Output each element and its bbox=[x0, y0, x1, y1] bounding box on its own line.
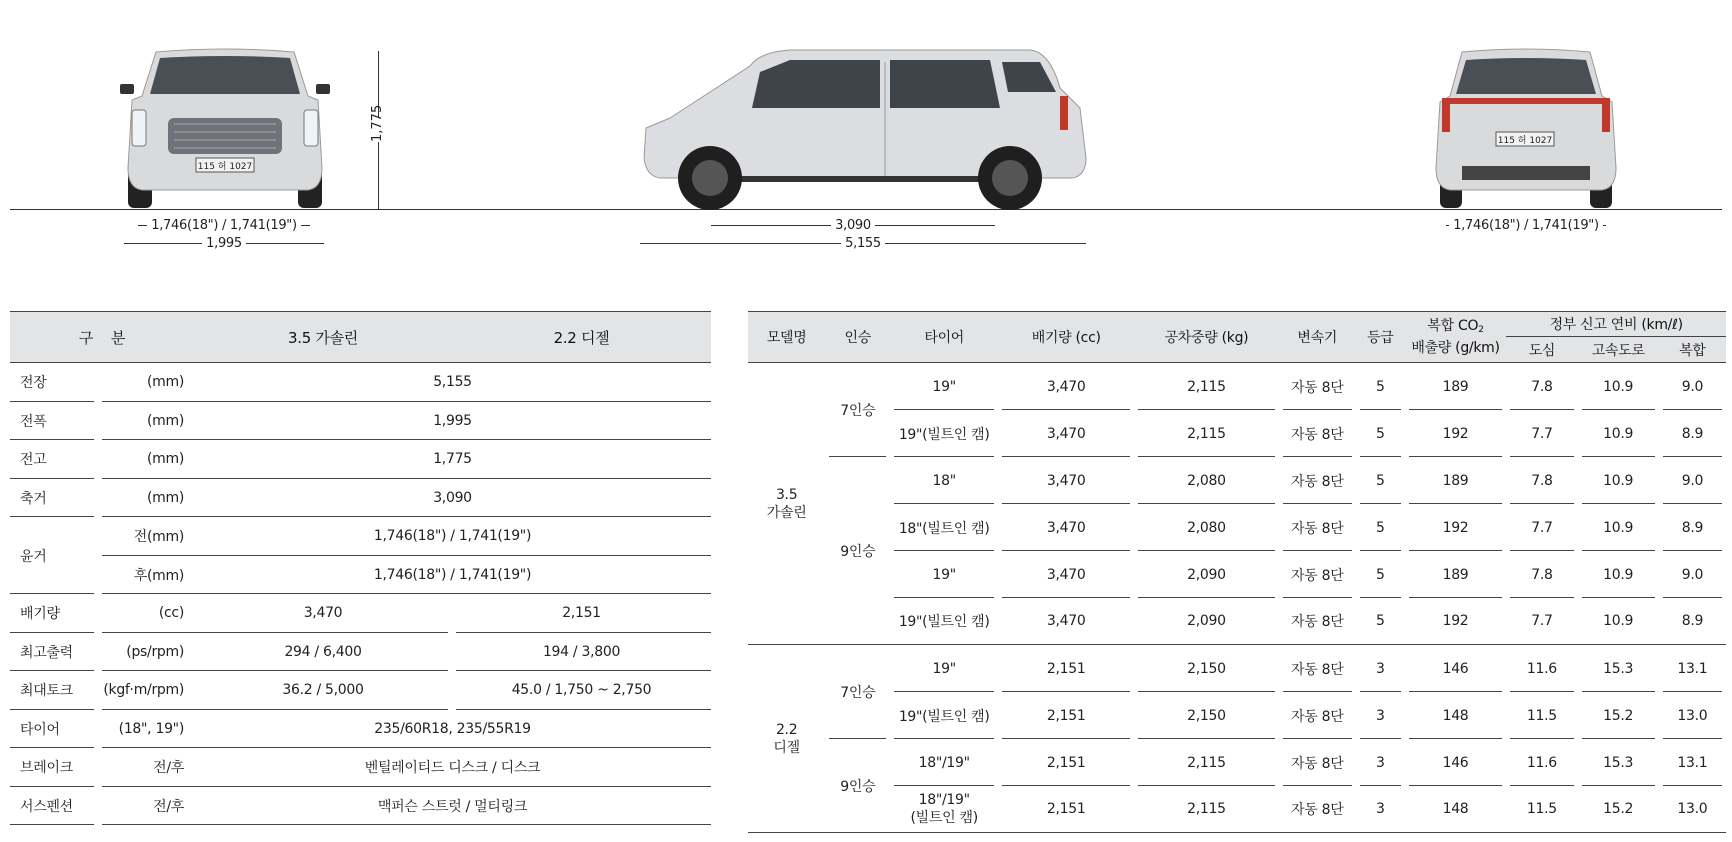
transmission-cell bbox=[1279, 457, 1356, 504]
weight-cell bbox=[1134, 410, 1278, 457]
transmission-value: 자동 8단 bbox=[1291, 379, 1344, 396]
displacement-value: 3,470 bbox=[1046, 613, 1086, 629]
grade-value: 5 bbox=[1375, 613, 1385, 629]
weight-value: 2,150 bbox=[1187, 660, 1226, 677]
grade-cell bbox=[1356, 645, 1405, 692]
row-unit: (kgf·m/rpm) bbox=[103, 682, 184, 699]
co2-value: 192 bbox=[1442, 519, 1469, 536]
combined-mpg-value: 8.9 bbox=[1681, 519, 1704, 536]
row-value-gasoline: 3,470 bbox=[303, 605, 343, 622]
co2-cell bbox=[1405, 457, 1507, 504]
eff-header-row bbox=[748, 311, 1726, 337]
co2-cell bbox=[1405, 551, 1507, 598]
weight-cell bbox=[1134, 457, 1278, 504]
rear-plate-text: 115 허 1027 bbox=[1497, 136, 1553, 146]
tire-cell bbox=[890, 598, 998, 645]
front-tread-value: 1,746(18") / 1,741(19") bbox=[151, 218, 297, 233]
combined-mpg-cell bbox=[1659, 645, 1726, 692]
transmission-value: 자동 8단 bbox=[1291, 661, 1344, 678]
eff-table-body bbox=[748, 363, 1726, 833]
city-mpg-value: 11.5 bbox=[1526, 707, 1557, 724]
transmission-cell bbox=[1279, 692, 1356, 739]
city-mpg-cell bbox=[1506, 692, 1577, 739]
row-label: 축거 bbox=[20, 490, 47, 507]
co2-value: 146 bbox=[1442, 754, 1469, 771]
combined-mpg-value: 13.0 bbox=[1677, 707, 1708, 724]
co2-cell bbox=[1405, 645, 1507, 692]
row-value: 1,775 bbox=[433, 451, 472, 468]
row-unit: (mm) bbox=[147, 374, 184, 391]
row-value: 벤틸레이티드 디스크 / 디스크 bbox=[364, 760, 541, 777]
spec-header-row bbox=[10, 311, 711, 363]
model-name-cell bbox=[748, 645, 825, 833]
weight-value: 2,090 bbox=[1187, 613, 1226, 629]
wheelbase-value: 3,090 bbox=[835, 218, 871, 233]
co2-cell bbox=[1405, 739, 1507, 786]
overall-width-dimension bbox=[124, 236, 324, 251]
eff-header-tire: 타이어 bbox=[890, 311, 998, 363]
table-row bbox=[10, 633, 711, 672]
co2-value: 189 bbox=[1442, 472, 1469, 489]
grade-cell bbox=[1356, 457, 1405, 504]
spec-header-gasoline: 3.5 가솔린 bbox=[194, 311, 452, 363]
displacement-cell bbox=[998, 410, 1134, 457]
weight-value: 2,150 bbox=[1187, 707, 1226, 724]
transmission-value: 자동 8단 bbox=[1291, 614, 1344, 630]
co2-cell bbox=[1405, 692, 1507, 739]
city-mpg-value: 11.6 bbox=[1526, 660, 1557, 677]
seats-value: 7인승 bbox=[840, 685, 876, 701]
displacement-value: 2,151 bbox=[1046, 801, 1086, 817]
city-mpg-value: 11.5 bbox=[1526, 801, 1557, 817]
city-mpg-value: 7.8 bbox=[1531, 472, 1553, 489]
table-row bbox=[748, 692, 1726, 739]
transmission-value: 자동 8단 bbox=[1291, 426, 1344, 443]
transmission-value: 자동 8단 bbox=[1291, 802, 1344, 818]
highway-mpg-cell bbox=[1578, 410, 1659, 457]
tire-cell bbox=[890, 504, 998, 551]
tire-value: 18" bbox=[932, 472, 956, 489]
car-rear-view bbox=[1432, 48, 1620, 210]
displacement-cell bbox=[998, 504, 1134, 551]
transmission-value: 자동 8단 bbox=[1291, 520, 1344, 537]
eff-header-displacement: 배기량 (cc) bbox=[998, 311, 1134, 363]
table-row bbox=[748, 645, 1726, 692]
table-row bbox=[748, 363, 1726, 410]
highway-mpg-cell bbox=[1578, 363, 1659, 410]
seats-value: 7인승 bbox=[840, 403, 876, 419]
weight-cell bbox=[1134, 645, 1278, 692]
table-row bbox=[10, 402, 711, 441]
row-value-gasoline: 36.2 / 5,000 bbox=[282, 682, 364, 699]
eff-header-fuel-group: 정부 신고 연비 (km/ℓ) bbox=[1506, 311, 1726, 337]
grade-value: 5 bbox=[1375, 519, 1385, 536]
grade-cell bbox=[1356, 410, 1405, 457]
grade-cell bbox=[1356, 363, 1405, 410]
row-value-diesel: 45.0 / 1,750 ~ 2,750 bbox=[511, 682, 652, 699]
highway-mpg-cell bbox=[1578, 739, 1659, 786]
tire-value: 18"/19" bbox=[918, 754, 970, 771]
row-label: 최고출력 bbox=[20, 644, 73, 661]
tire-cell bbox=[890, 786, 998, 833]
combined-mpg-cell bbox=[1659, 598, 1726, 645]
row-label: 타이어 bbox=[20, 721, 60, 738]
row-unit: (mm) bbox=[147, 489, 184, 506]
displacement-value: 2,151 bbox=[1046, 707, 1086, 724]
weight-value: 2,080 bbox=[1187, 519, 1226, 536]
combined-mpg-value: 9.0 bbox=[1681, 378, 1704, 395]
transmission-value: 자동 8단 bbox=[1291, 473, 1344, 490]
tire-value: 19"(빌트인 캠) bbox=[898, 614, 990, 630]
seats-cell bbox=[825, 363, 890, 457]
co2-cell bbox=[1405, 504, 1507, 551]
row-unit: (mm) bbox=[147, 412, 184, 429]
eff-header-seats: 인승 bbox=[825, 311, 890, 363]
transmission-value: 자동 8단 bbox=[1291, 567, 1344, 584]
grade-value: 5 bbox=[1375, 425, 1385, 442]
city-mpg-cell bbox=[1506, 739, 1577, 786]
grade-cell bbox=[1356, 504, 1405, 551]
grade-cell bbox=[1356, 551, 1405, 598]
model-name-line1: 2.2 bbox=[775, 721, 798, 738]
city-mpg-cell bbox=[1506, 598, 1577, 645]
table-row bbox=[10, 479, 711, 518]
row-unit: 전/후 bbox=[153, 760, 184, 777]
grade-value: 3 bbox=[1375, 707, 1385, 724]
eff-header-co2-line2: 배출량 (g/km) bbox=[1411, 340, 1500, 356]
weight-cell bbox=[1134, 786, 1278, 833]
rear-tread-value: 1,746(18") / 1,741(19") bbox=[1453, 218, 1599, 233]
displacement-cell bbox=[998, 786, 1134, 833]
displacement-value: 2,151 bbox=[1046, 754, 1086, 771]
spec-header-category: 구 분 bbox=[10, 311, 194, 363]
displacement-cell bbox=[998, 598, 1134, 645]
row-value-diesel: 2,151 bbox=[562, 605, 601, 622]
combined-mpg-cell bbox=[1659, 692, 1726, 739]
row-label: 전고 bbox=[20, 452, 47, 469]
combined-mpg-value: 13.1 bbox=[1677, 754, 1708, 771]
city-mpg-value: 11.6 bbox=[1526, 754, 1557, 771]
co2-value: 189 bbox=[1442, 566, 1469, 583]
eff-header-model: 모델명 bbox=[748, 311, 825, 363]
co2-cell bbox=[1405, 598, 1507, 645]
city-mpg-value: 7.7 bbox=[1531, 613, 1553, 629]
table-row bbox=[748, 551, 1726, 598]
highway-mpg-cell bbox=[1578, 692, 1659, 739]
row-value-rear: 1,746(18") / 1,741(19") bbox=[373, 566, 532, 583]
row-label: 브레이크 bbox=[20, 760, 73, 777]
seats-cell bbox=[825, 457, 890, 645]
weight-value: 2,115 bbox=[1187, 754, 1226, 771]
tire-cell bbox=[890, 457, 998, 504]
co2-value: 146 bbox=[1442, 660, 1469, 677]
eff-header-weight: 공차중량 (kg) bbox=[1134, 311, 1278, 363]
seats-cell bbox=[825, 739, 890, 833]
highway-mpg-value: 15.3 bbox=[1603, 754, 1634, 771]
car-front-view bbox=[118, 48, 332, 210]
combined-mpg-value: 13.1 bbox=[1677, 660, 1708, 677]
city-mpg-cell bbox=[1506, 504, 1577, 551]
displacement-cell bbox=[998, 739, 1134, 786]
tire-value: 18"/19" bbox=[918, 792, 970, 808]
highway-mpg-cell bbox=[1578, 457, 1659, 504]
weight-cell bbox=[1134, 363, 1278, 410]
eff-header-city: 도심 bbox=[1506, 337, 1577, 363]
highway-mpg-value: 15.2 bbox=[1603, 801, 1634, 817]
grade-cell bbox=[1356, 692, 1405, 739]
row-unit: (ps/rpm) bbox=[126, 643, 184, 660]
row-value-front: 1,746(18") / 1,741(19") bbox=[373, 528, 532, 545]
row-label: 배기량 bbox=[20, 606, 60, 623]
displacement-cell bbox=[998, 551, 1134, 598]
displacement-value: 3,470 bbox=[1046, 378, 1086, 395]
grade-value: 3 bbox=[1375, 801, 1385, 817]
grade-cell bbox=[1356, 786, 1405, 833]
displacement-value: 3,470 bbox=[1046, 566, 1086, 583]
tire-value: 19" bbox=[932, 378, 956, 395]
highway-mpg-cell bbox=[1578, 645, 1659, 692]
city-mpg-cell bbox=[1506, 457, 1577, 504]
model-name-line2: 디젤 bbox=[773, 739, 800, 756]
tire-value: 19"(빌트인 캠) bbox=[898, 426, 990, 443]
weight-cell bbox=[1134, 739, 1278, 786]
tire-cell bbox=[890, 645, 998, 692]
highway-mpg-cell bbox=[1578, 504, 1659, 551]
table-row bbox=[748, 598, 1726, 645]
weight-cell bbox=[1134, 551, 1278, 598]
seats-cell bbox=[825, 645, 890, 739]
row-label: 윤거 bbox=[20, 548, 47, 565]
table-row bbox=[10, 363, 711, 402]
model-name-line2: 가솔린 bbox=[766, 504, 807, 521]
table-row bbox=[748, 739, 1726, 786]
table-row bbox=[10, 440, 711, 479]
combined-mpg-value: 9.0 bbox=[1681, 566, 1704, 583]
row-value: 5,155 bbox=[433, 374, 472, 391]
tire-cell bbox=[890, 551, 998, 598]
eff-header-co2 bbox=[1405, 311, 1507, 363]
city-mpg-value: 7.8 bbox=[1531, 378, 1553, 395]
highway-mpg-value: 10.9 bbox=[1603, 378, 1634, 395]
grade-value: 3 bbox=[1375, 754, 1385, 771]
overall-length-value: 5,155 bbox=[845, 236, 881, 251]
transmission-cell bbox=[1279, 786, 1356, 833]
row-label: 전장 bbox=[20, 375, 47, 392]
row-value: 235/60R18, 235/55R19 bbox=[374, 720, 531, 737]
displacement-value: 3,470 bbox=[1046, 472, 1086, 489]
row-unit: (mm) bbox=[147, 451, 184, 468]
table-row bbox=[748, 504, 1726, 551]
eff-header-grade: 등급 bbox=[1356, 311, 1405, 363]
seats-value: 9인승 bbox=[840, 778, 876, 795]
eff-header-co2-line1: 복합 CO bbox=[1427, 318, 1479, 334]
co2-value: 189 bbox=[1442, 378, 1469, 395]
combined-mpg-value: 9.0 bbox=[1681, 472, 1704, 489]
table-row bbox=[748, 457, 1726, 504]
weight-value: 2,090 bbox=[1187, 566, 1226, 583]
weight-value: 2,115 bbox=[1187, 378, 1226, 395]
weight-cell bbox=[1134, 692, 1278, 739]
city-mpg-cell bbox=[1506, 363, 1577, 410]
weight-value: 2,115 bbox=[1187, 801, 1226, 817]
row-label: 최대토크 bbox=[20, 683, 73, 700]
highway-mpg-cell bbox=[1578, 598, 1659, 645]
city-mpg-value: 7.8 bbox=[1531, 566, 1553, 583]
combined-mpg-value: 13.0 bbox=[1677, 801, 1708, 817]
table-row bbox=[748, 410, 1726, 457]
transmission-cell bbox=[1279, 645, 1356, 692]
row-value: 맥퍼슨 스트럿 / 멀티링크 bbox=[377, 798, 528, 815]
co2-value: 192 bbox=[1442, 425, 1469, 442]
row-unit: (18", 19") bbox=[118, 720, 184, 737]
combined-mpg-cell bbox=[1659, 363, 1726, 410]
transmission-cell bbox=[1279, 739, 1356, 786]
transmission-value: 자동 8단 bbox=[1291, 755, 1344, 772]
combined-mpg-cell bbox=[1659, 551, 1726, 598]
tire-cell bbox=[890, 410, 998, 457]
fuel-efficiency-table bbox=[748, 311, 1726, 833]
displacement-cell bbox=[998, 692, 1134, 739]
tire-cell bbox=[890, 692, 998, 739]
weight-value: 2,080 bbox=[1187, 472, 1226, 489]
tire-value-line2: (빌트인 캠) bbox=[910, 810, 978, 826]
highway-mpg-value: 15.2 bbox=[1603, 707, 1634, 724]
eff-header-highway: 고속도로 bbox=[1578, 337, 1659, 363]
eff-header-co2-subscript: 2 bbox=[1478, 325, 1484, 335]
displacement-cell bbox=[998, 457, 1134, 504]
grade-value: 5 bbox=[1375, 378, 1385, 395]
co2-cell bbox=[1405, 410, 1507, 457]
displacement-cell bbox=[998, 363, 1134, 410]
table-row bbox=[10, 710, 711, 749]
combined-mpg-value: 8.9 bbox=[1681, 613, 1704, 629]
tire-value: 18"(빌트인 캠) bbox=[898, 520, 990, 537]
transmission-cell bbox=[1279, 504, 1356, 551]
co2-cell bbox=[1405, 786, 1507, 833]
row-unit-front: 전(mm) bbox=[133, 529, 184, 546]
highway-mpg-value: 10.9 bbox=[1603, 472, 1634, 489]
table-row bbox=[10, 671, 711, 710]
city-mpg-cell bbox=[1506, 645, 1577, 692]
table-row bbox=[10, 787, 711, 826]
city-mpg-value: 7.7 bbox=[1531, 519, 1553, 536]
city-mpg-cell bbox=[1506, 786, 1577, 833]
grade-value: 3 bbox=[1375, 660, 1385, 677]
combined-mpg-cell bbox=[1659, 504, 1726, 551]
model-name-line1: 3.5 bbox=[775, 486, 798, 503]
tire-value: 19"(빌트인 캠) bbox=[898, 708, 990, 725]
highway-mpg-value: 10.9 bbox=[1603, 613, 1634, 629]
co2-value: 148 bbox=[1442, 707, 1469, 724]
rear-tread-dimension bbox=[1446, 218, 1606, 233]
combined-mpg-cell bbox=[1659, 410, 1726, 457]
car-side-view bbox=[640, 48, 1090, 210]
transmission-cell bbox=[1279, 551, 1356, 598]
row-value: 1,995 bbox=[433, 412, 472, 429]
grade-cell bbox=[1356, 739, 1405, 786]
overall-length-dimension bbox=[640, 236, 1086, 251]
grade-value: 5 bbox=[1375, 472, 1385, 489]
combined-mpg-cell bbox=[1659, 739, 1726, 786]
highway-mpg-cell bbox=[1578, 786, 1659, 833]
overall-width-value: 1,995 bbox=[206, 236, 242, 251]
displacement-value: 2,151 bbox=[1046, 660, 1086, 677]
tire-cell bbox=[890, 739, 998, 786]
transmission-cell bbox=[1279, 363, 1356, 410]
combined-mpg-value: 8.9 bbox=[1681, 425, 1704, 442]
row-label: 서스펜션 bbox=[20, 798, 73, 815]
co2-cell bbox=[1405, 363, 1507, 410]
transmission-cell bbox=[1279, 410, 1356, 457]
weight-cell bbox=[1134, 598, 1278, 645]
row-value-diesel: 194 / 3,800 bbox=[542, 643, 621, 660]
displacement-value: 3,470 bbox=[1046, 519, 1086, 536]
grade-cell bbox=[1356, 598, 1405, 645]
tire-value: 19" bbox=[932, 660, 956, 677]
row-unit-rear: 후(mm) bbox=[133, 567, 184, 584]
table-row bbox=[10, 594, 711, 633]
row-unit: (cc) bbox=[158, 605, 184, 622]
highway-mpg-value: 10.9 bbox=[1603, 566, 1634, 583]
grade-value: 5 bbox=[1375, 566, 1385, 583]
row-value: 3,090 bbox=[433, 489, 472, 506]
front-plate-text: 115 허 1027 bbox=[197, 162, 253, 172]
weight-cell bbox=[1134, 504, 1278, 551]
tire-cell bbox=[890, 363, 998, 410]
transmission-cell bbox=[1279, 598, 1356, 645]
combined-mpg-cell bbox=[1659, 786, 1726, 833]
model-name-cell bbox=[748, 363, 825, 645]
front-tread-dimension bbox=[138, 218, 310, 233]
row-unit: 전/후 bbox=[153, 798, 184, 815]
co2-value: 148 bbox=[1442, 801, 1469, 817]
weight-value: 2,115 bbox=[1187, 425, 1226, 442]
eff-header-combined: 복합 bbox=[1659, 337, 1726, 363]
co2-value: 192 bbox=[1442, 613, 1469, 629]
city-mpg-cell bbox=[1506, 410, 1577, 457]
highway-mpg-value: 10.9 bbox=[1603, 425, 1634, 442]
table-row bbox=[10, 517, 711, 556]
spec-header-diesel: 2.2 디젤 bbox=[452, 311, 711, 363]
table-row bbox=[748, 786, 1726, 833]
tire-value: 19" bbox=[932, 566, 956, 583]
highway-mpg-cell bbox=[1578, 551, 1659, 598]
row-label: 전폭 bbox=[20, 413, 47, 430]
overall-height-value: 1,775 bbox=[366, 118, 390, 142]
city-mpg-cell bbox=[1506, 551, 1577, 598]
displacement-cell bbox=[998, 645, 1134, 692]
combined-mpg-cell bbox=[1659, 457, 1726, 504]
table-row bbox=[10, 556, 711, 595]
transmission-value: 자동 8단 bbox=[1291, 708, 1344, 725]
row-value-gasoline: 294 / 6,400 bbox=[284, 643, 362, 660]
city-mpg-value: 7.7 bbox=[1531, 425, 1553, 442]
highway-mpg-value: 15.3 bbox=[1603, 660, 1634, 677]
eff-header-transmission: 변속기 bbox=[1279, 311, 1356, 363]
seats-value: 9인승 bbox=[840, 543, 876, 560]
highway-mpg-value: 10.9 bbox=[1603, 519, 1634, 536]
spec-table bbox=[10, 311, 711, 825]
displacement-value: 3,470 bbox=[1046, 425, 1086, 442]
wheelbase-dimension bbox=[711, 218, 995, 233]
table-row bbox=[10, 748, 711, 787]
